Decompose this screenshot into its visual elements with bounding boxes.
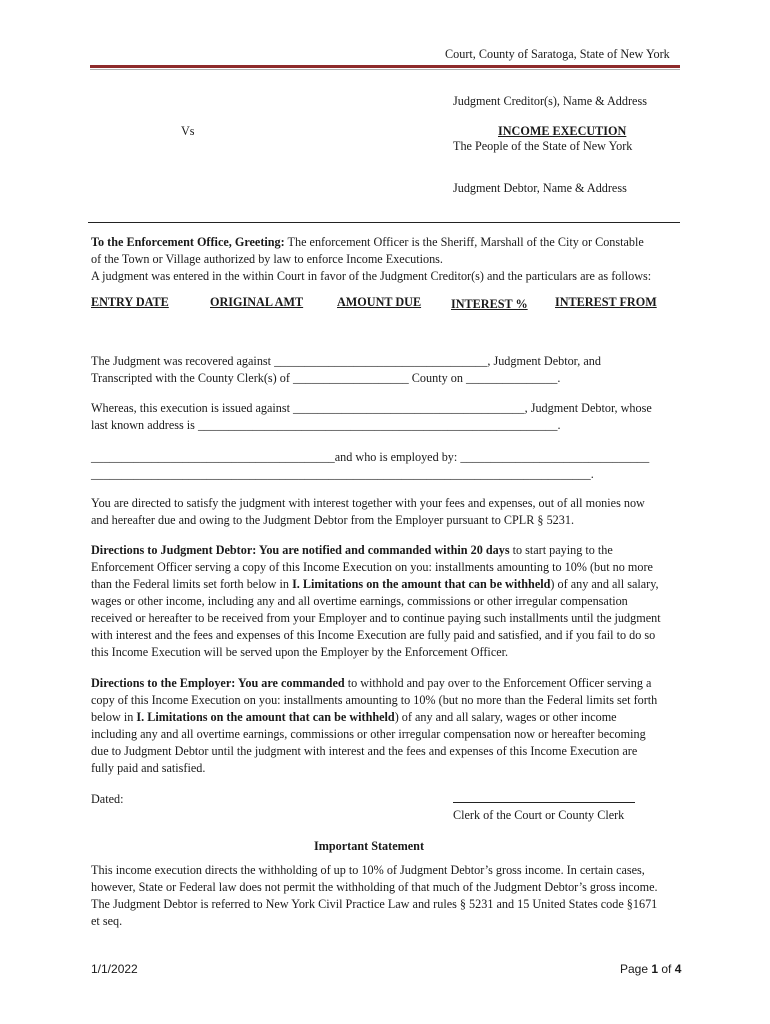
employer-directions-line-6: fully paid and satisfied. xyxy=(91,761,206,775)
employer-directions-line-3a: below in xyxy=(91,710,137,724)
page-number: 1 xyxy=(651,962,659,976)
directed-line-1: You are directed to satisfy the judgment with interest together with your fees and expenses, out of all monies now xyxy=(91,496,645,510)
versus-label: Vs xyxy=(181,124,195,138)
statement-line-2: however, State or Federal law does not permit the withholding of that much of the Judgment Debtor’s gross income. xyxy=(91,880,658,894)
employer-directions-line-2: copy of this Income Execution on you: installments amounting to 10% (but no more than the Federal limits set forth xyxy=(91,693,658,707)
employer-directions-paragraph xyxy=(91,675,681,777)
statement-line-3: The Judgment Debtor is referred to New York Civil Practice Law and rules § 5231 and 15 United States code §1671 xyxy=(91,897,658,911)
caption-rule xyxy=(88,222,680,223)
dated-label: Dated: xyxy=(91,792,124,806)
creditor-label: Judgment Creditor(s), Name & Address xyxy=(453,94,647,108)
of-word: of xyxy=(658,962,675,976)
directed-paragraph xyxy=(91,495,681,529)
footer-date: 1/1/2022 xyxy=(91,962,138,976)
greeting-text: The enforcement Officer is the Sheriff, Marshall of the City or Constable xyxy=(284,235,644,249)
greeting-bold: To the Enforcement Office, Greeting: xyxy=(91,235,285,249)
greeting-paragraph xyxy=(91,234,681,285)
recovered-line-2: Transcripted with the County Clerk(s) of ___________________ County on _______________. xyxy=(91,371,561,385)
col-entry-date: ENTRY DATE xyxy=(91,295,169,309)
statement-title: Important Statement xyxy=(314,839,425,853)
header-rule xyxy=(90,65,680,68)
recovered-paragraph xyxy=(91,353,681,387)
whereas-line-1: Whereas, this execution is issued against ______________________________________, Judgment Debtor, whose xyxy=(91,401,652,415)
col-original-amt: ORIGINAL AMT xyxy=(210,295,304,309)
debtor-label: Judgment Debtor, Name & Address xyxy=(453,181,627,195)
employed-line-2: __________________________________________________________________________________. xyxy=(91,467,594,481)
debtor-directions-line-2: Enforcement Officer serving a copy of this Income Execution on you: installments amounting to 10% (but no more xyxy=(91,560,653,574)
debtor-directions-line-5: received or hereafter to be received from your Employer and to continue paying such installments until the judgment xyxy=(91,611,661,625)
statement-paragraph xyxy=(91,862,681,930)
employer-directions-limitations: I. Limitations on the amount that can be withheld xyxy=(136,710,395,724)
whereas-paragraph xyxy=(91,400,681,434)
col-interest-pct: INTEREST % xyxy=(451,297,528,311)
statement-line-4: et seq. xyxy=(91,914,123,928)
debtor-directions-limitations: I. Limitations on the amount that can be withheld xyxy=(292,577,551,591)
employer-directions-bold: Directions to the Employer: You are commanded xyxy=(91,676,345,690)
page-word: Page xyxy=(620,962,652,976)
statement-line-1: This income execution directs the withholding of up to 10% of Judgment Debtor’s gross income. In certain cases, xyxy=(91,863,645,877)
debtor-directions-line-3a: than the Federal limits set forth below in xyxy=(91,577,293,591)
debtor-directions-bold: Directions to Judgment Debtor: You are notified and commanded within 20 days xyxy=(91,543,510,557)
employer-directions-line-5: due to Judgment Debtor until the judgment with interest and the fees and expenses of this Income Execution are xyxy=(91,744,638,758)
col-amount-due: AMOUNT DUE xyxy=(337,295,422,309)
signature-line xyxy=(453,802,635,803)
directed-line-2: and hereafter due and owing to the Judgment Debtor from the Employer pursuant to CPLR § 5231. xyxy=(91,513,574,527)
debtor-directions-line-7: this Income Execution will be served upon the Employer by the Enforcement Officer. xyxy=(91,645,509,659)
page-total: 4 xyxy=(674,962,682,976)
document-title: INCOME EXECUTION xyxy=(498,124,627,138)
debtor-directions-line-6: with interest and the fees and expenses of this Income Execution are fully paid and satisfied, and if you fail to do so xyxy=(91,628,656,642)
greeting-line-3: A judgment was entered in the within Court in favor of the Judgment Creditor(s) and the particulars are as follows: xyxy=(91,269,652,283)
page-indicator xyxy=(620,962,681,976)
employed-paragraph xyxy=(91,449,681,483)
employer-directions-line-3c: ) of any and all salary, wages or other income xyxy=(394,710,617,724)
people-label: The People of the State of New York xyxy=(453,139,633,153)
header-rule-shadow xyxy=(90,69,680,70)
debtor-directions-text: to start paying to the xyxy=(509,543,613,557)
court-heading: Court, County of Saratoga, State of New York xyxy=(445,47,670,61)
col-interest-from: INTEREST FROM xyxy=(555,295,657,309)
debtor-directions-paragraph xyxy=(91,542,681,661)
debtor-directions-line-4: wages or other income, including any and all overtime earnings, commissions or other irregular compensation xyxy=(91,594,628,608)
employer-directions-text: to withhold and pay over to the Enforcement Officer serving a xyxy=(344,676,652,690)
recovered-line-1: The Judgment was recovered against ___________________________________, Judgment Debtor, and xyxy=(91,354,601,368)
employer-directions-line-4: including any and all overtime earnings, commissions or other irregular compensation now or hereafter becoming xyxy=(91,727,646,741)
whereas-line-2: last known address is ___________________________________________________________. xyxy=(91,418,561,432)
employed-line-1: ________________________________________and who is employed by: _______________________________ xyxy=(91,450,650,464)
greeting-line-2: of the Town or Village authorized by law to enforce Income Executions. xyxy=(91,252,443,266)
clerk-label: Clerk of the Court or County Clerk xyxy=(453,808,625,822)
debtor-directions-line-3c: ) of any and all salary, xyxy=(550,577,659,591)
